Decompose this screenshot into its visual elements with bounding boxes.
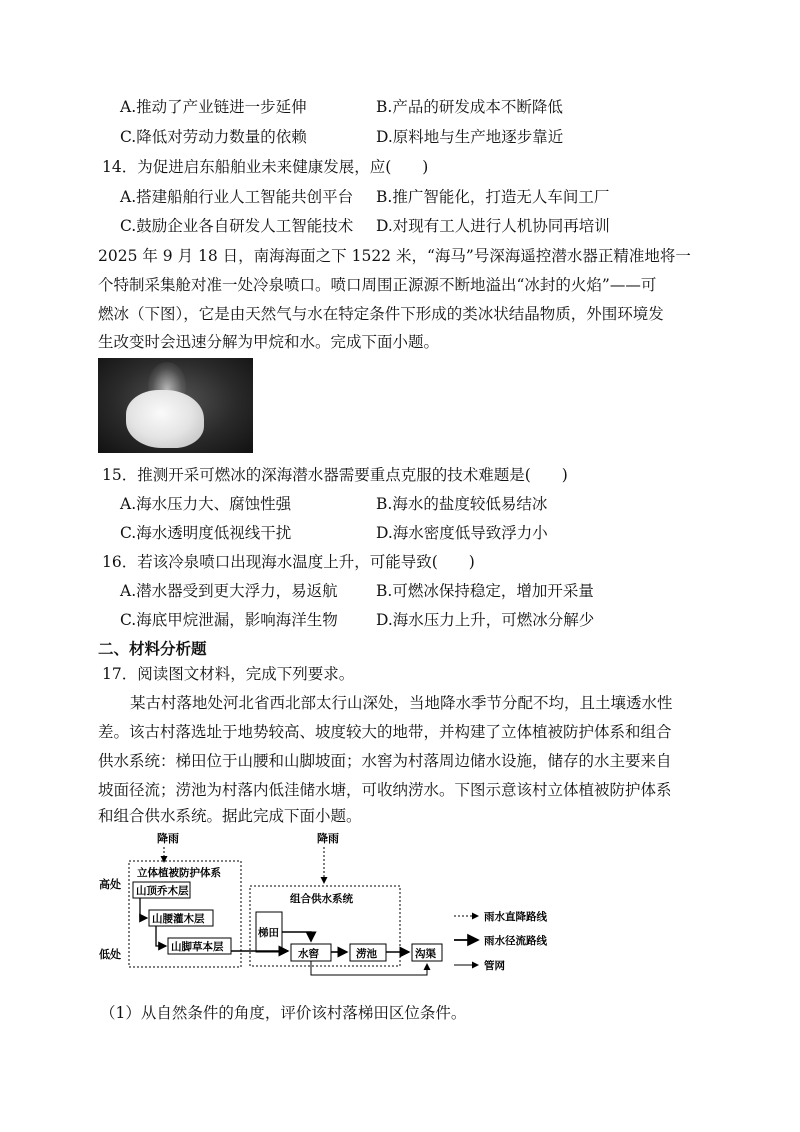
q17-stem: 17．阅读图文材料，完成下列要求。 xyxy=(102,665,355,683)
legend-rain-direct-label: 雨水直降路线 xyxy=(484,911,547,923)
passage1-line: 燃冰（下图），它是由天然气与水在特定条件下形成的类冰状结晶物质，外围环境发 xyxy=(98,305,664,323)
q17-passage-line: 某古村落地处河北省西北部太行山深处，当地降水季节分配不均，且土壤透水性 xyxy=(130,694,673,712)
high-label: 高处 xyxy=(99,878,121,891)
q16-option-a: A.潜水器受到更大浮力，易返航 xyxy=(120,582,338,600)
runoff-arrow xyxy=(156,926,166,946)
pond-label: 涝池 xyxy=(356,948,377,960)
passage1-line: 个特制采集舱对准一处冷泉喷口。喷口周围正源源不断地溢出“冰封的火焰”——可 xyxy=(98,276,657,294)
water-supply-system-title: 组合供水系统 xyxy=(290,893,353,905)
shrub-layer-label: 山腰灌木层 xyxy=(152,913,205,925)
herb-layer-label: 山脚草本层 xyxy=(171,941,224,953)
q13-option-b: B.产品的研发成本不断降低 xyxy=(376,98,563,116)
q13-option-c: C.降低对劳动力数量的依赖 xyxy=(120,128,307,146)
runoff-arrow xyxy=(282,932,311,941)
rain-label: 降雨 xyxy=(157,832,179,845)
q15-option-d: D.海水密度低导致浮力小 xyxy=(376,524,548,542)
canopy-layer-label: 山顶乔木层 xyxy=(136,885,189,897)
q17-passage-line: 供水系统：梯田位于山腰和山脚坡面；水窖为村落周边储水设施，储存的水主要来自 xyxy=(98,752,672,770)
vegetation-system-title: 立体植被防护体系 xyxy=(137,867,221,879)
q14-option-b: B.推广智能化，打造无人车间工厂 xyxy=(376,188,610,206)
q15-option-a: A.海水压力大、腐蚀性强 xyxy=(120,495,292,513)
q14-stem: 14．为促进启东船舶业未来健康发展，应( ) xyxy=(102,158,429,176)
q15-option-c: C.海水透明度低视线干扰 xyxy=(120,524,292,542)
q17-passage-line: 和组合供水系统。据此完成下面小题。 xyxy=(98,807,362,825)
q17-passage-line: 坡面径流；涝池为村落内低洼储水塘，可收纳涝水。下图示意该村立体植被防护体系 xyxy=(98,781,672,799)
q15-option-b: B.海水的盐度较低易结冰 xyxy=(376,495,548,513)
low-label: 低处 xyxy=(99,948,121,961)
legend-runoff-label: 雨水径流路线 xyxy=(484,935,547,947)
section-heading: 二、材料分析题 xyxy=(98,640,207,658)
passage1-line: 生改变时会迅速分解为甲烷和水。完成下面小题。 xyxy=(98,333,440,351)
q16-option-b: B.可燃冰保持稳定，增加开采量 xyxy=(376,582,594,600)
runoff-arrow xyxy=(140,898,147,918)
q15-stem: 15．推测开采可燃冰的深海潜水器需要重点克服的技术难题是( ) xyxy=(102,466,568,484)
cellar-label: 水窖 xyxy=(298,948,319,960)
q16-option-c: C.海底甲烷泄漏，影响海洋生物 xyxy=(120,611,338,629)
rain-label: 降雨 xyxy=(317,832,339,845)
legend-pipe-label: 管网 xyxy=(484,960,505,972)
q14-option-d: D.对现有工人进行人机协同再培训 xyxy=(376,217,610,235)
passage1-line: 2025 年 9 月 18 日，南海海面之下 1522 米，“海马”号深海遥控潜水器正精准地将一 xyxy=(98,247,691,265)
pipe-network-arrow xyxy=(311,961,427,975)
q14-option-c: C.鼓励企业各自研发人工智能技术 xyxy=(120,217,354,235)
q13-option-d: D.原料地与生产地逐步靠近 xyxy=(376,128,564,146)
q16-stem: 16．若该冷泉喷口出现海水温度上升，可能导致( ) xyxy=(102,553,475,571)
q16-option-d: D.海水压力上升，可燃冰分解少 xyxy=(376,611,595,629)
q17-passage-line: 差。该古村落选址于地势较高、坡度较大的地带，并构建了立体植被防护体系和组合 xyxy=(98,723,672,741)
q14-option-a: A.搭建船舶行业人工智能共创平台 xyxy=(120,188,354,206)
terrace-label: 梯田 xyxy=(258,927,279,939)
canal-label: 沟渠 xyxy=(415,948,436,960)
q17-sub1: （1）从自然条件的角度，评价该村落梯田区位条件。 xyxy=(100,1004,467,1022)
q13-option-a: A.推动了产业链进一步延伸 xyxy=(120,98,307,116)
